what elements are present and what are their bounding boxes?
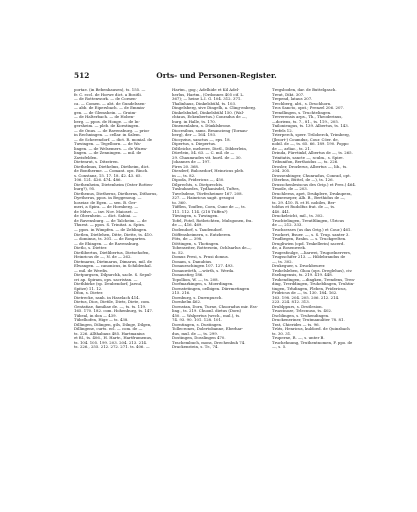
index-entry: Trendlingen, s. Truchtelingen. [272, 110, 332, 115]
index-entry: Dillingen, Dilingen, gils, Dilnge, Dilgen, [74, 322, 152, 327]
index-entry: Dietlibertus, Dietlibertus, Dietsehofen, [74, 250, 150, 255]
register-columns [74, 88, 366, 493]
index-entry: Drossenbinger, Chunradus, Conrad, opt. [272, 173, 351, 178]
index-entry: Drugliwien (opd. Trnkellerin) sacerd. [272, 241, 345, 246]
index-entry: ts. 52. [172, 250, 185, 255]
index-entry: Truchsesses (us das Orig.) et Cour.) 461. [272, 227, 352, 232]
index-entry: 111. 112. 114. (218 Tüffen?) [172, 209, 228, 214]
index-entry: Tribunifon, Berthoidus —, ts. 226. [272, 160, 339, 165]
index-entry: herlus, Hartm., (Ordonnes 405 cif. L. [172, 92, 245, 97]
index-entry: Dietus, Dios, Dietile, Diets, Diete, com. [74, 300, 151, 305]
index-entry: Dingelsberg, sive Dingelh, a. Cling-enberg. [172, 106, 257, 111]
index-entry: dus, mul. de —, ts. 299. [172, 331, 218, 336]
index-entry: to. 360. [172, 200, 187, 205]
index-entry: Drukeguer, s. Druckbeurer. [272, 264, 326, 269]
index-entry: Trugesfoulge, —liarwei, Trugoelnervers, [272, 250, 352, 255]
index-entry: — mil. de Werdis. [74, 268, 109, 273]
index-entry: —, ts. 302. [272, 259, 293, 264]
index-entry: Truchehnung, Truthentnomen, F. ppo. de [272, 340, 353, 345]
index-entry: burg. in Halle, ts. 170. [172, 119, 216, 124]
index-entry: Drublppurs, s. Drutlesion. [272, 304, 323, 309]
index-entry: Zavisfelden. [74, 155, 98, 160]
index-entry: — de Ehingen. — de Ravensburg. [74, 241, 140, 246]
index-entry: Truperne, R. —, s. unter B. [272, 336, 325, 341]
index-entry: Drackenstein, s. Tr., 74. [172, 345, 219, 350]
index-entry: Diocyzius, sanctus —, eps. 18. [172, 137, 231, 142]
index-entry: Trinitatis, sancte —, sculm., s. Spire. [272, 155, 344, 160]
index-entry: ts. 29. 410. R. et H. nobiles, Ber- [272, 200, 336, 205]
index-entry: Tuwingen. — Tegelborn. — de Wa- [74, 142, 142, 147]
index-entry: Dillingene, curts. ecl. — com. de — [74, 327, 143, 332]
index-entry: Spitze) 11. 12. [74, 286, 103, 291]
index-entry: —doriens, ts. 7., 81., ts. 119., 205. [272, 119, 340, 124]
index-entry: Tübeal, in don — 439. [74, 313, 117, 318]
index-entry: 223. 224. 812. 313. [272, 300, 310, 305]
index-entry: — dominus, ts. 301. — de Rosgarten. [74, 237, 147, 242]
index-entry: Tusbuhnedes, Tydhanisdel, Tuftes, [172, 187, 240, 192]
index-entry: 165. 170. 182. com. Hohenburg, ts. 147. [74, 309, 153, 314]
index-entry: Dietmarus, Dietmarus, Dimarus, mil. de [74, 259, 152, 264]
index-entry: Tuvelsdene, Tüvfesheimer 167. 208. [172, 191, 243, 196]
index-entry: toldus et Rudolfus frat. de —, ts. [272, 205, 336, 210]
index-entry: — abb. de Eipersbach. — de Emmin- [74, 106, 146, 111]
index-entry: 327. — Hainricus sagit. gesogoi [172, 196, 235, 201]
index-entry: Donaustirg 186. [172, 273, 204, 278]
index-entry: Dfon, s. Dieter. [74, 291, 104, 296]
index-entry: Trepend, lataus 207. [272, 97, 313, 102]
index-entry: — de Rottenwork. — de Cornen- [74, 97, 137, 102]
index-entry: Druckeneriner, Trutmanuliter 78. 81. [272, 318, 345, 323]
index-entry: Trachembuch, mons, Drechenbuh 74. [172, 340, 246, 345]
index-entry: hoseiar. de Egen. — sen. B. Ger- [74, 200, 137, 205]
index-entry: lingen. — de Welsemers. — de Wurm- [74, 146, 148, 151]
index-entry: 215. 216. [172, 291, 191, 296]
index-entry: tingen, Trhdingen, Fleben, Fridericus, [272, 286, 347, 291]
index-entry: Dietlo, s. Dietter. [74, 246, 108, 251]
index-entry: burg?), 95. [74, 187, 96, 192]
index-entry: Truchtelingen, Treutltlingen, Ulricus [272, 218, 345, 223]
index-entry: chtaus, Eckenbertus.) Conradus de —, [172, 115, 247, 120]
index-entry: cri ap. Spiram, ops. sacristan. — [74, 277, 138, 282]
index-entry: Treut, Dikt. 307. [272, 92, 305, 97]
index-entry: Dietlen, Dietlehen, Ditte, Diette, ts. 410. [74, 232, 153, 237]
index-entry: Dornhelm 462. [172, 300, 202, 305]
index-entry: Hartm., gog.; Adelhide et Kil Adel- [172, 88, 240, 92]
index-entry: Gentatiae, familiae de. —, ts. ts. 119. [74, 304, 147, 309]
index-entry: de, a Rosenweek. [272, 246, 307, 251]
index-entry: Elwangen. — canonicus, in Schildenhal. [74, 264, 152, 269]
index-entry: de Obernhein. — dict. Sabini. — [74, 214, 137, 219]
index-entry: 440. 441. [272, 209, 291, 214]
index-entry: — de Scherendorf. — dict. R. monial. de [74, 137, 153, 142]
index-entry: ts. 104. 105. 199. 203. 204. 213. 214. [74, 340, 148, 345]
index-entry: Tüwingen, s. Tuwingen. [172, 214, 219, 219]
index-entry: —, s. 5. [272, 345, 287, 350]
index-entry: 163. 198. 204. 205. 206. 212. 214. [272, 295, 340, 300]
index-entry: 367); — heine L.I. G. 104. 312. 371. [172, 97, 242, 102]
index-entry: s. Constanz, 15. 17. 18. 42. 43. 65. [74, 173, 142, 178]
index-entry: Dinkelsbuhel, Dinkelsbühl 150. (Wal- [172, 110, 245, 115]
index-entry: Dilprechts, s. Dietprechts. [172, 182, 224, 187]
index-entry: Diocesibus, sams. Besancieng (Tornau- [172, 128, 249, 133]
index-entry: Donaueschingen 107. 127. 493. [172, 264, 234, 269]
index-entry: Diesderf, Bulosedorf, Heinricus pleb. [172, 169, 245, 174]
index-entry: Topollion, W. —, ts. 208. [172, 277, 219, 282]
index-entry: Truhendingen, —dingken, Trendens, Tren- [272, 277, 356, 282]
index-entry: in —, ts. 82. [172, 173, 196, 178]
index-entry: in Rechningen. — cellar. in Salem. [74, 133, 141, 138]
index-entry: — de Halterbach. — de Hoben- [74, 115, 135, 120]
index-entry: lingen. — de Zenningen. — mil. de [74, 151, 142, 156]
index-entry: Trefels 12. [272, 128, 293, 133]
index-entry: portae. (in Bebenhausen), ts. 155. — [74, 88, 146, 92]
index-entry: 204. 305. [272, 169, 291, 174]
index-entry: — de Onus. — de Ravensburg. — prior [74, 128, 150, 133]
index-entry: Döttingen, s. Thotingen. [172, 241, 220, 246]
index-entry: Dipoda, Fridericus —, 450. [172, 178, 225, 183]
index-entry: Eselingensis, ts. 219. 419. 448. [272, 273, 333, 278]
index-entry: de Mdve. — inv. Nov. Maioset. — [74, 209, 138, 214]
index-entry: Fires 20. 368. [172, 164, 200, 169]
index-entry: gen. — de Glemshein. — Gruim- [74, 110, 137, 115]
index-entry: de Bontherme. — Comant. ops. Rinch. [74, 169, 149, 174]
index-entry: Dietpurgsen, Dilpurchk, sacle. S. Sepul- [74, 273, 152, 278]
index-entry: Drosler, Drozlerus, Albertus —, lib., ts. [272, 164, 348, 169]
register-column-1 [74, 88, 165, 493]
index-entry: Dürrlein, 54. 63. — C. mil. de — [172, 151, 235, 156]
index-entry: berg. — ppos. de Honge. — de In- [74, 119, 140, 124]
running-title: Orts- und Personen-Register. [156, 71, 277, 80]
index-entry: ding, Trerddingen, Truheblingen, Truhtin- [272, 282, 355, 287]
index-entry: Tüfflen, Touflen, Coen, Cune de —, ts. [172, 205, 246, 210]
index-entry: (Sterbns, Büttel, de —), ts. 126. [272, 178, 334, 183]
index-entry: de Ravensburg. — de Talcheim. — de [74, 218, 147, 223]
index-entry: Drusschenlesiscus des Orip.) et Pres.) 464. [272, 182, 356, 187]
index-entry: Diethelmus, Diethelms, Dietheim, dict. [74, 164, 150, 169]
index-entry: ts. 226., 255. 212. 272. 271. ts. 406. — [74, 345, 150, 350]
index-entry: Truzcinoze, Trlecnuso, ts. 402. [272, 309, 333, 314]
index-entry: Drinda, Fürvtinkf, Albertus de —, ts. 265. [272, 151, 353, 156]
index-entry: Döffensheimern, s. Eutzberen. [172, 232, 232, 237]
index-entry: Trugsschifer 213. — Hildebrandus de [272, 255, 346, 260]
index-entry: gersheim. — pleb. de Korntingen. [74, 124, 140, 129]
index-entry: Heinricus de —, N. de — 262. [74, 255, 132, 260]
index-entry: Diethbirke (sp. Deubendorf, Jarsul, [74, 282, 143, 287]
index-entry: Diltleiche, mehrere, Dietl., Dibberlein, [172, 146, 248, 151]
index-entry: Dornstan, Dorn, Turne, Chuoradus mir. Ess- [172, 304, 258, 309]
index-entry: de —, 212. 333. [272, 223, 303, 228]
index-entry: Donauwörth, —wörth, s. Werda. [172, 268, 235, 273]
index-entry: ts. 30. 31. [272, 331, 292, 336]
index-entry: fr. C. eccl. de Horwe dict. a Bositli. [74, 92, 142, 97]
index-entry: Dietenrut, s. Ditzstren. [74, 160, 119, 165]
index-entry: Föts, de — 398. [172, 237, 203, 242]
index-entry: Domus Presi, s. Prusi domus. [172, 255, 229, 260]
index-entry: Trierperch, sperr. Triloberck, Trimberg, [272, 133, 350, 138]
index-entry: — ppos. in Wimpfen. — de Zeblingen. [74, 227, 148, 232]
index-entry: Tollecrones, Dolertobanne, Eberhar- [172, 327, 244, 332]
index-entry: Diethenheim, Dietenheim (Oster Rotten- [74, 182, 153, 187]
index-entry: Tnilonieugus, ts. 139. Albertus, ts. 143. [272, 124, 349, 129]
page-header [74, 71, 359, 83]
index-entry: meri, a Spira. — de Hornberg. — [74, 205, 139, 210]
index-entry: Tübelhofen, Hige — ts. 438. [74, 318, 129, 323]
index-entry: de —, 416. 469. [172, 223, 203, 228]
register-column-3 [272, 88, 366, 493]
index-entry: 74. 93. 90. 101. 128. 101. [172, 318, 223, 323]
index-entry: Trechberg, abt., s. Druchhorn. [272, 101, 332, 106]
index-entry: Dietrecke, sanh. in Haselach 414. [74, 295, 140, 300]
index-entry: Druckeleicht, mil., ts. 302. [272, 214, 324, 219]
index-entry: Tofel, Fotel, Rotbrichten, Mulsgonen, fra. [172, 218, 253, 223]
index-entry: Trat, Chierides — ts. 96. [272, 322, 320, 327]
index-entry: Dipertus, s. Diepertus. [172, 142, 217, 147]
index-entry: Dorntingen, s. Dustingen. [172, 322, 223, 327]
index-entry: Dyetherus, ppos. in Beggenoug. — [74, 196, 142, 201]
index-entry: 106. 121. 426. 474. 486. [74, 178, 122, 183]
index-entry: Johannes de — 197. [172, 160, 211, 165]
index-entry: Dtuxerneper, Alb. B., Berthidus de —, [272, 196, 346, 201]
index-entry: Dodendorf, s. Taudendorf. [172, 227, 223, 232]
index-entry: de —, arliac., ts. 21. [272, 146, 312, 151]
index-entry: Dornburg, s. Durrnpuech. [172, 295, 223, 300]
index-entry: Thalinhaus, Dinkelsbühl, ts. 103. [172, 101, 237, 106]
index-entry: Dostingen, Dosslingen 470. [172, 336, 226, 341]
index-entry: Tregsboden, dar. de Buttelgasch. [272, 88, 337, 92]
index-entry: (Jbsort-) Coumdus, Cour. Cöer. de, [272, 137, 339, 142]
index-entry: Tobenseiter, Rottersein, Ochlsarlus de—, [172, 246, 252, 251]
index-entry: Diethenus, Dietherus, Dietherns, Dithorus, [74, 191, 158, 196]
index-entry: Fridricus de —, ts. 130. 184. 162. [272, 291, 338, 296]
index-entry: 450. — Walpertus (wech., mul.), ts. [172, 313, 241, 318]
index-entry: Treverensis arps., Th., Theoderinus, [272, 115, 343, 120]
index-entry: et fil., ts. 406., H. Hartr., Hartfrumenus, [74, 336, 153, 341]
index-entry: Trnoile, de — 203. [272, 187, 308, 192]
index-entry: ca. — Comen. — abt. de Gundelssen- [74, 101, 146, 106]
page-number: 512 [74, 71, 90, 80]
index-entry: Truckert, Bsuer. —, s. S. Trup. santer 3. [272, 232, 350, 237]
register-column-2 [172, 88, 265, 493]
index-entry: ts. 226. Allthabaus 485. Hartmanius [74, 331, 145, 336]
index-entry: Thurnt. — ppos. S. Trinitat. a. Spira. [74, 223, 146, 228]
index-entry: Trüts, Henricus, kuldoed. de Quinzbach [272, 327, 350, 332]
index-entry: Trudbegen, Rrabn. — s. Truckgrelten. [272, 237, 347, 242]
index-entry: 29. Chaumrades vit. hurtl. de — 30. [172, 155, 242, 160]
index-entry: Dscblingen, s. Truhendingen. [272, 313, 330, 318]
index-entry: nobil. de —, ts. 65. 66. 189. 190. Poppo [272, 142, 349, 147]
index-entry: ling., ts. 219. Chuonl. dietus (Dorn) [172, 309, 242, 314]
index-entry: Dinenenlabra, s. Dünklsbrone. [172, 124, 232, 129]
index-entry: Dorfmarkingen, s. Moerdingen. [172, 282, 234, 287]
index-entry: Donam, s. Danubius. [172, 259, 213, 264]
index-entry: Dornstetingen, oelbigen. Dürrmetingen [172, 286, 250, 291]
index-entry: Truhelsleben, Ghoa (ops. Dreglehus), civ. [272, 268, 353, 273]
index-entry: berg), der — 164. 193. [172, 133, 217, 138]
index-entry: Tros Sancto, opst.; Prenzel 206. 207. [272, 106, 345, 111]
index-entry: Druchlerns, apet, Drukplere, Drukupera, [272, 191, 352, 196]
